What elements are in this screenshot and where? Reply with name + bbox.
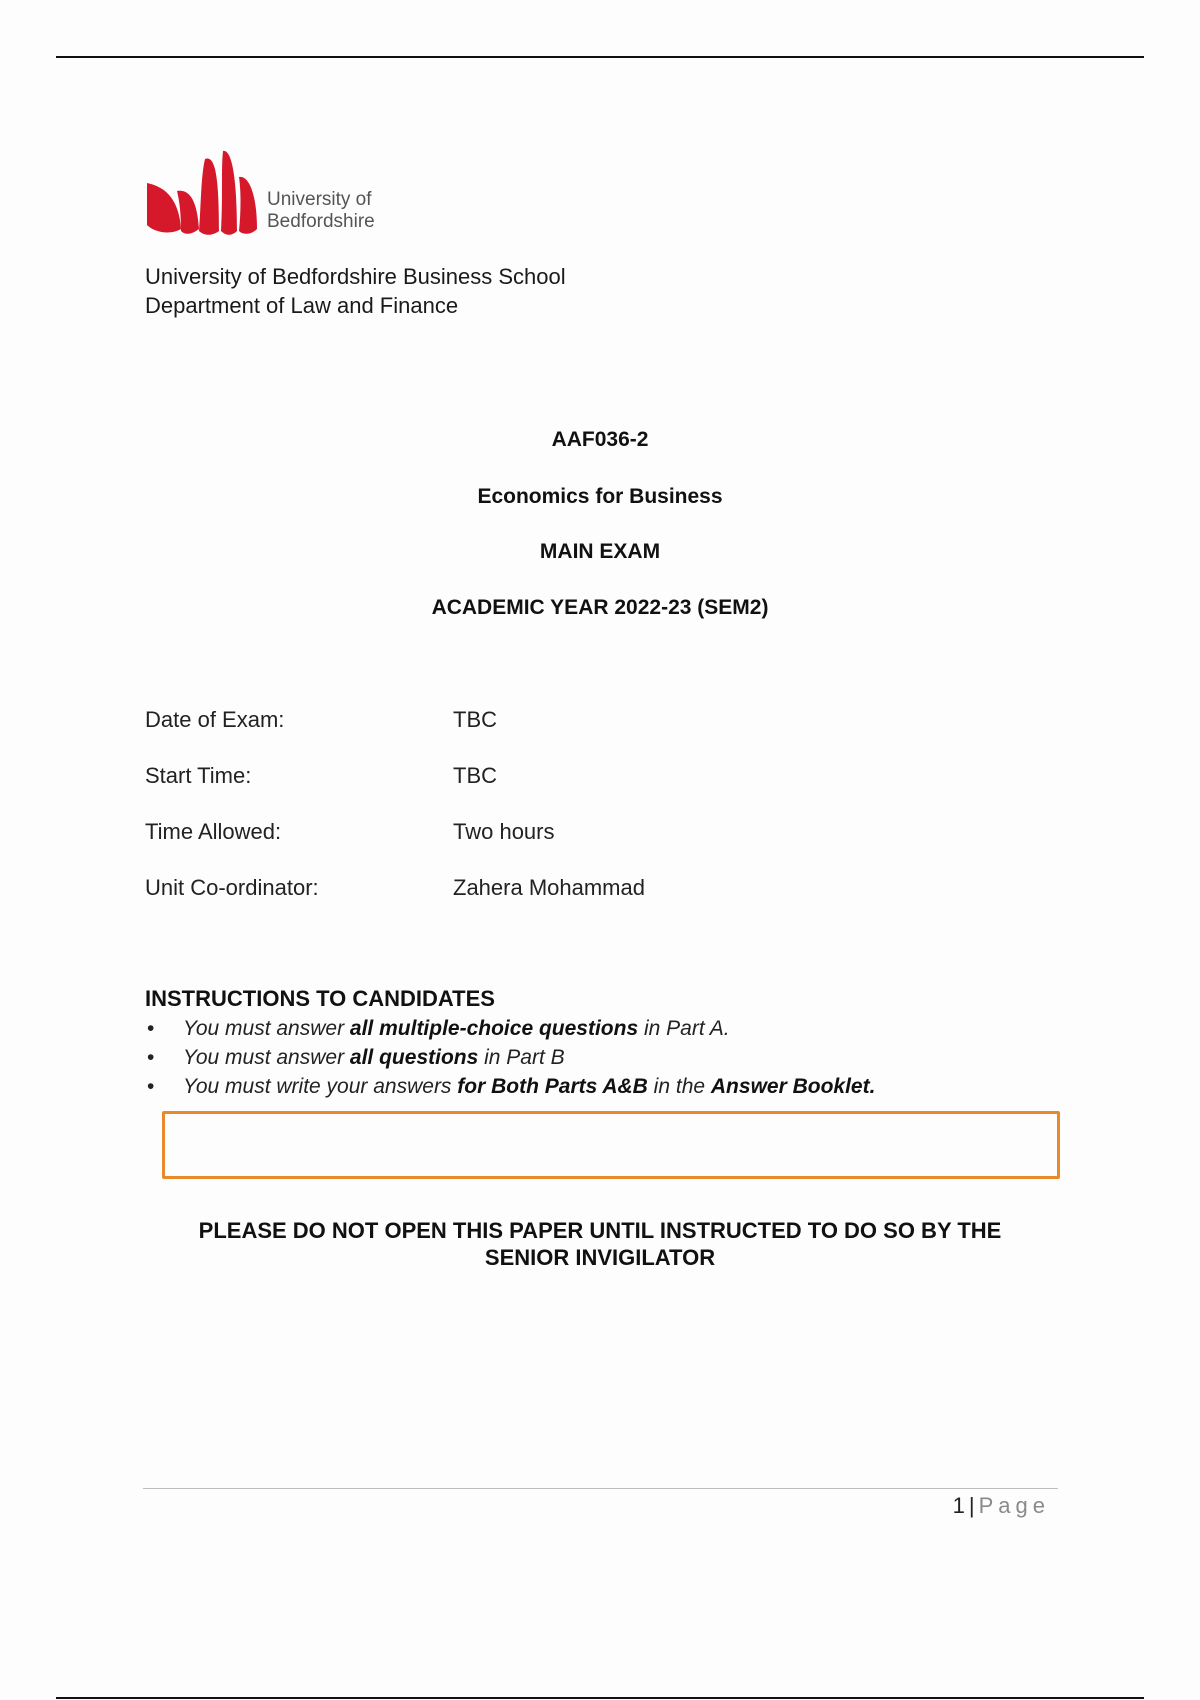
top-rule [56, 56, 1144, 58]
bullet-icon: • [147, 1017, 155, 1040]
detail-value: TBC [453, 707, 497, 732]
exam-code: AAF036-2 [551, 428, 649, 451]
warning-line2: SENIOR INVIGILATOR [484, 1245, 716, 1270]
department-name: Department of Law and Finance [145, 293, 459, 318]
detail-value: Two hours [453, 819, 555, 844]
instruction-item: • You must answer all questions in Part B [145, 1043, 1105, 1072]
exam-title: Economics for Business [477, 485, 723, 508]
university-logo [145, 145, 385, 241]
detail-label: Unit Co-ordinator: [145, 875, 319, 900]
detail-label: Start Time: [145, 763, 252, 788]
detail-label: Time Allowed: [145, 819, 282, 844]
instructions-heading: INSTRUCTIONS TO CANDIDATES [145, 986, 495, 1011]
page-number-value: 1 [952, 1493, 965, 1518]
detail-value: TBC [453, 763, 497, 788]
warning-line1: PLEASE DO NOT OPEN THIS PAPER UNTIL INSTRUCTED TO DO SO BY THE [198, 1218, 1002, 1243]
logo-text-line2: Bedfordshire [267, 211, 375, 232]
page-word: Page [978, 1493, 1050, 1518]
instruction-item: • You must answer all multiple-choice questions in Part A. [145, 1014, 1105, 1043]
school-name: University of Bedfordshire Business School [145, 264, 566, 289]
logo-text-line1: University of [267, 189, 372, 210]
bottom-rule [56, 1697, 1144, 1699]
do-not-open-warning [140, 1217, 1060, 1271]
footer-rule [143, 1488, 1058, 1489]
bullet-icon: • [147, 1046, 155, 1069]
exam-type: MAIN EXAM [539, 540, 661, 563]
instructions-list [145, 1014, 1105, 1101]
instruction-item: • You must write your answers for Both Parts A&B in the Answer Booklet. [145, 1072, 1105, 1101]
school-header [145, 262, 566, 320]
university-logo-icon [145, 145, 385, 241]
empty-highlight-box [162, 1111, 1060, 1179]
detail-value: Zahera Mohammad [453, 875, 645, 900]
detail-label: Date of Exam: [145, 707, 285, 732]
instructions-section [145, 986, 1105, 1101]
page-separator: | [968, 1493, 975, 1518]
bullet-icon: • [147, 1075, 155, 1098]
academic-year: ACADEMIC YEAR 2022-23 (SEM2) [431, 596, 769, 619]
page-number [953, 1493, 1050, 1519]
